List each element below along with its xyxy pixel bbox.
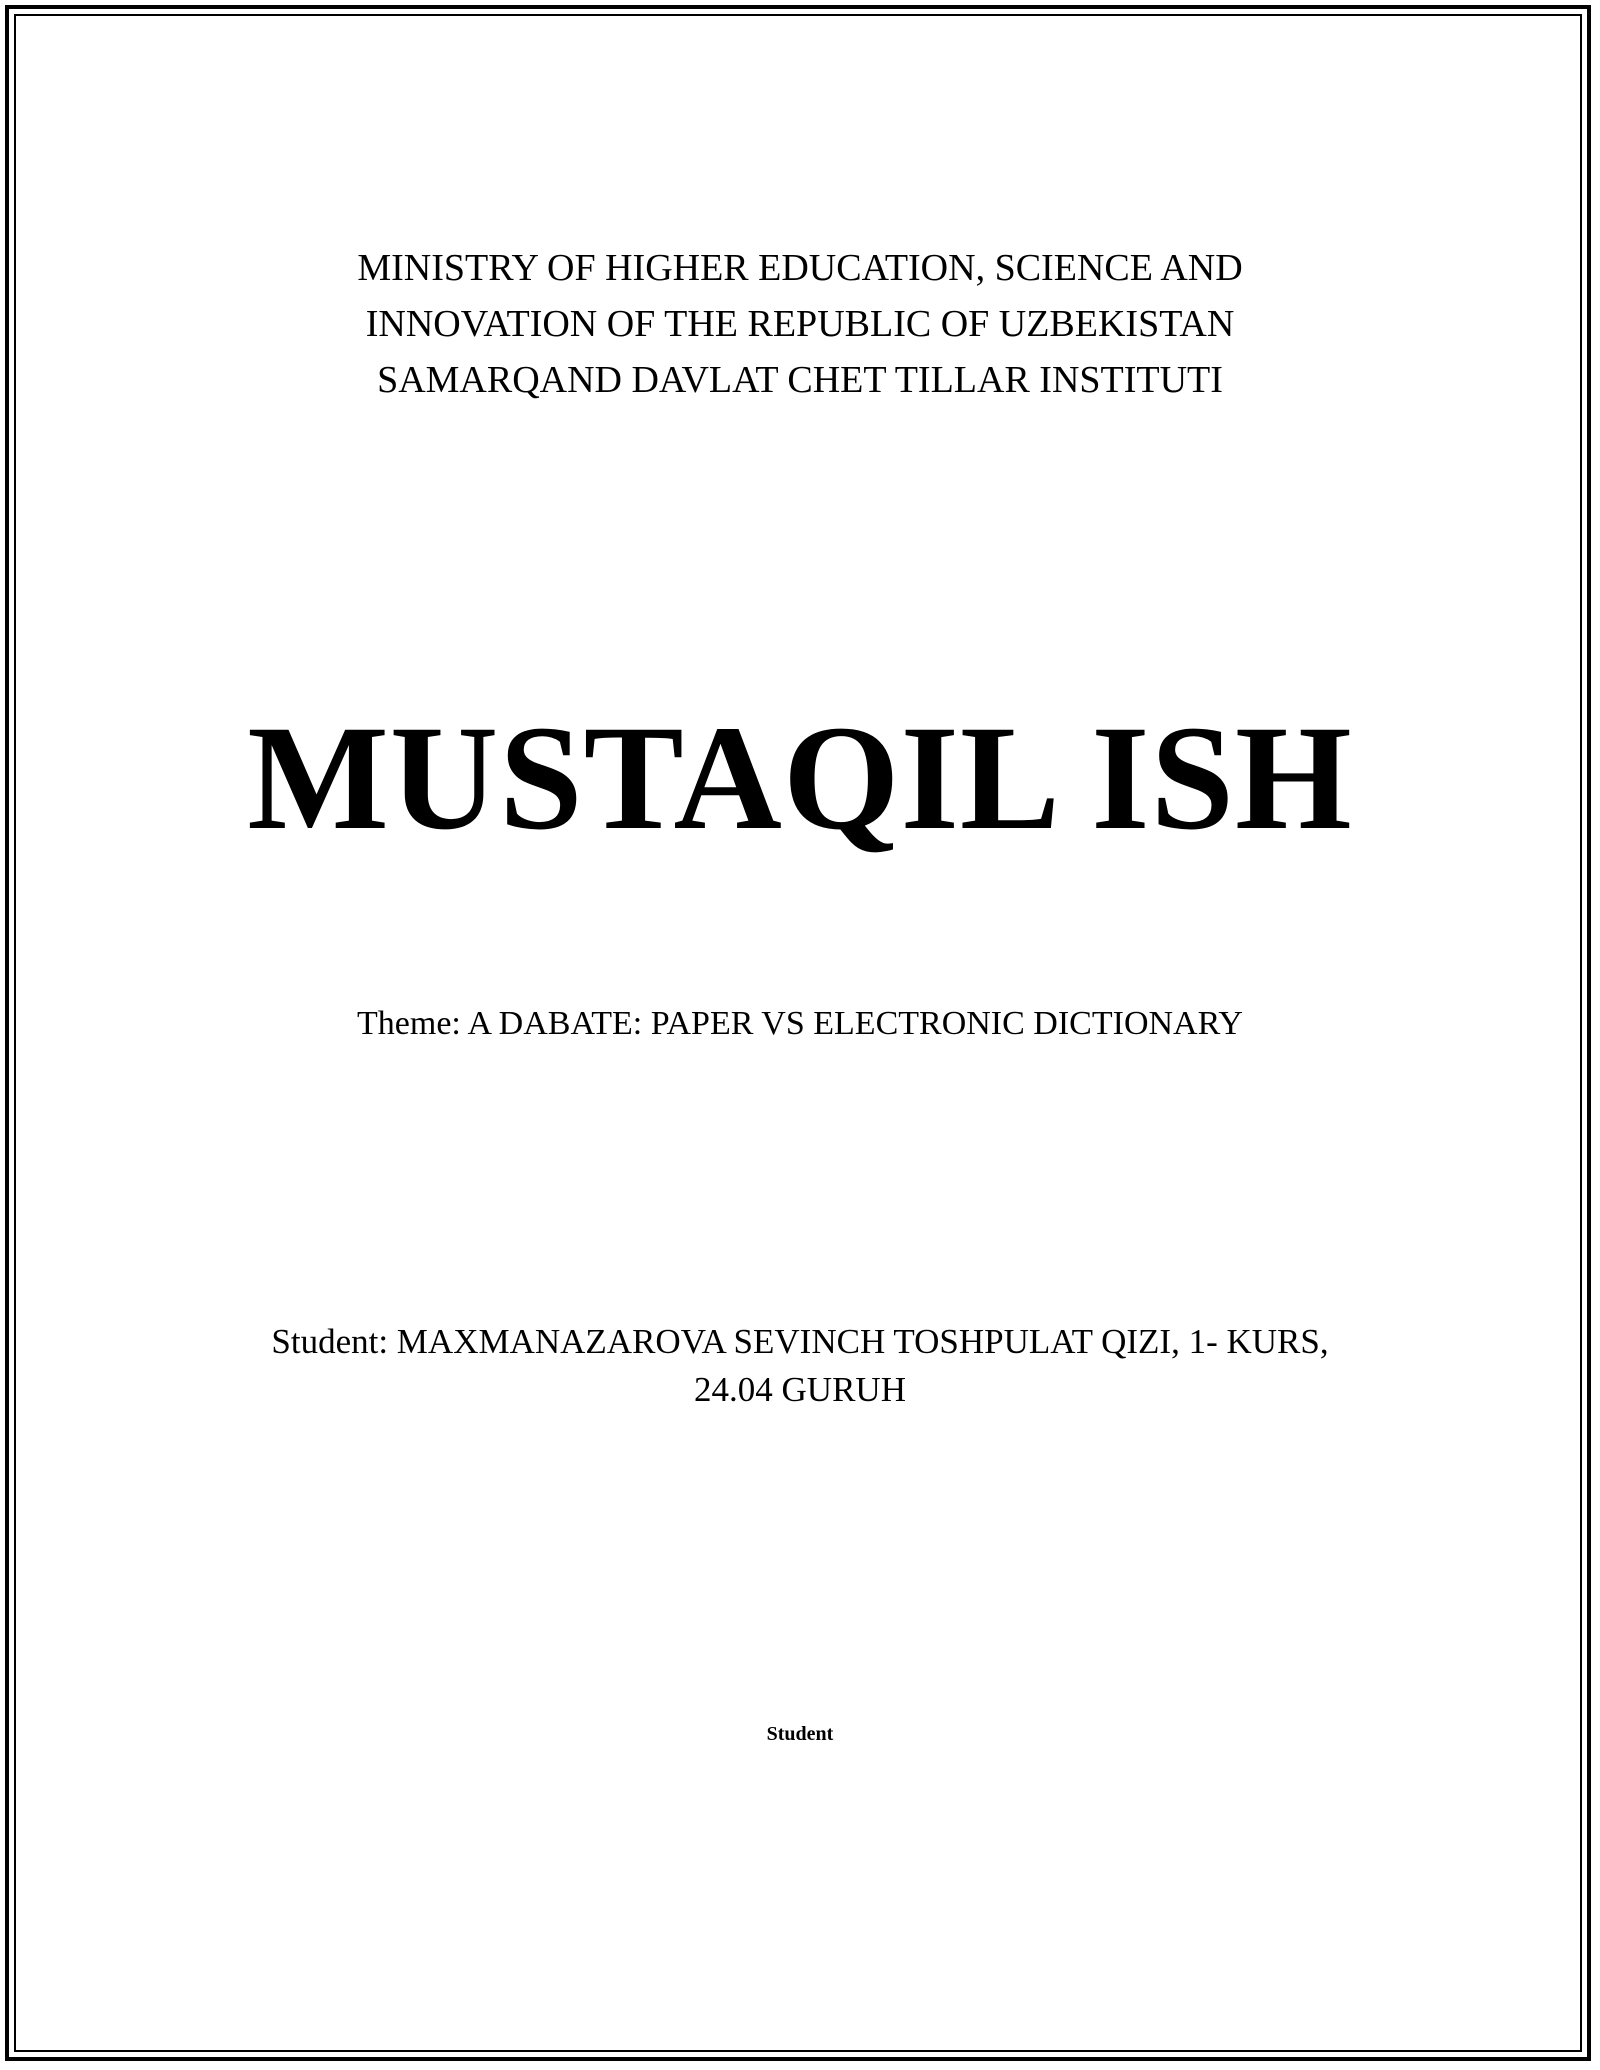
institution-line-3: SAMARQAND DAVLAT CHET TILLAR INSTITUTI [377,359,1223,401]
student-info-line-2: 24.04 GURUH [694,1370,906,1409]
student-info-line-1: Student: MAXMANAZAROVA SEVINCH TOSHPULAT QIZI, 1- KURS, [271,1322,1329,1361]
institution-line-1: MINISTRY OF HIGHER EDUCATION, SCIENCE AND [357,247,1243,289]
student-label: Student [766,1723,834,1745]
theme-line: Theme: A DABATE: PAPER VS ELECTRONIC DICTIONARY [357,1005,1243,1042]
institution-line-2: INNOVATION OF THE REPUBLIC OF UZBEKISTAN [365,303,1235,345]
student-info [0,1318,1600,1414]
document-title: MUSTAQIL ISH [247,695,1353,861]
institution-header [0,240,1600,408]
